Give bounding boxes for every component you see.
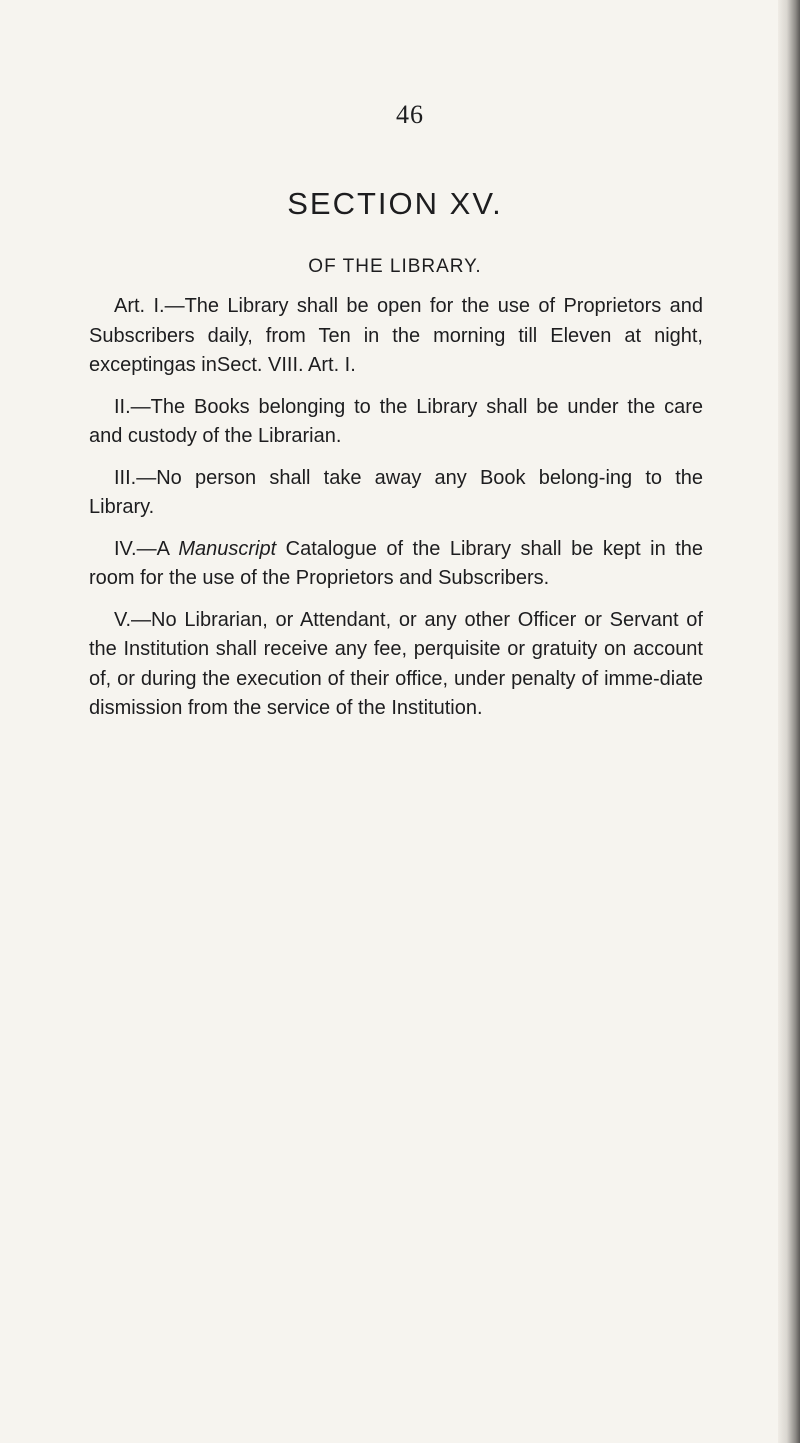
section-title: SECTION XV. xyxy=(287,186,503,221)
page-number: 46 xyxy=(396,100,424,129)
article-iv-prefix: IV.—A xyxy=(114,537,179,560)
article-i: Art. I.—The Library shall be open for the use of Proprietors and Subscribers daily, from Ten in the morning till Eleven at night, exceptingas inSect. VIII. Art. I. xyxy=(89,295,703,376)
section-subtitle: OF THE LIBRARY. xyxy=(308,256,482,277)
library-rules-text xyxy=(89,292,703,736)
article-iv xyxy=(89,535,703,594)
article-iv-suffix: Catalogue of the Library shall be kept in the room for the use of the Proprietors and Subscribers. xyxy=(89,537,703,589)
article-iii: III.—No person shall take away any Book belong-ing to the Library. xyxy=(89,466,703,518)
article-iv-italic: Manuscript xyxy=(178,537,277,560)
article-ii: II.—The Books belonging to the Library shall be under the care and custody of the Librarian. xyxy=(89,395,703,447)
article-v: V.—No Librarian, or Attendant, or any other Officer or Servant of the Institution shall receive any fee, perquisite or gratuity on account of, or during the execution of their office, under penalty of imme-diate dismission from the service of the Institution. xyxy=(89,608,703,719)
